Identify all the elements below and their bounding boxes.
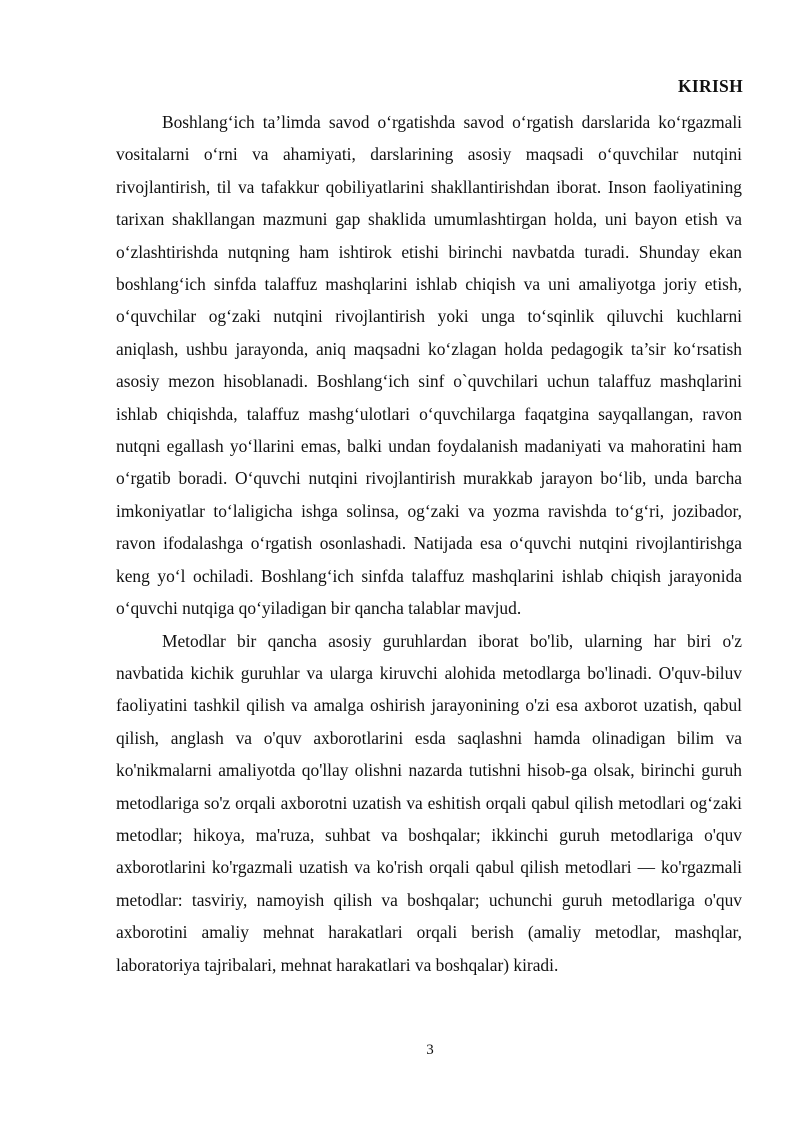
paragraph-2: Metodlar bir qancha asosiy guruhlardan iborat bo'lib, ularning har biri o'z navbatida kichik guruhlar va ularga kiruvchi alohida metodlarga bo'linadi. O'quv-biluv faoliyatini tashkil qilish va amalga oshirish jarayonining o'zi esa axborot uzatish, qabul qilish, anglash va o'quv axborotlarini esda saqlashni hamda olinadigan bilim va ko'nikmalarni amaliyotda qo'llay olishni nazarda tutishni hisob-ga olsak, birinchi guruh metodlariga so'z orqali axborotni uzatish va eshitish orqali qabul qilish metodlari og‘zaki metodlar; hikoya, ma'ruza, suhbat va boshqalar; ikkinchi guruh metodlariga o'quv axborotlarini ko'rgazmali uzatish va ko'rish orqali qabul qilish metodlari — ko'rgazmali metodlar: tasviriy, namoyish qilish va boshqalar; uchunchi guruh metodlariga o'quv axborotini amaliy mehnat harakatlari orqali berish (amaliy metodlar, mashqlar, laboratoriya tajribalari, mehnat harakatlari va boshqalar) kiradi. bbox=[116, 630, 742, 975]
paragraph-1: Boshlang‘ich ta’limda savod o‘rgatishda savod o‘rgatish darslarida ko‘rgazmali vositalarni o‘rni va ahamiyati, darslarining asosiy maqsadi o‘quvchilar nutqini rivojlantirish, til va tafakkur qobiliyatlarini shakllantirishdan iborat. Inson faoliyatining tarixan shakllangan mazmuni gap shaklida umumlashtirgan holda, uni bayon etish va o‘zlashtirishda nutqning ham ishtirok etishi birinchi navbatda turadi. Shunday ekan boshlang‘ich sinfda talaffuz mashqlarini ishlab chiqish va uni amaliyotga joriy etish, o‘quvchilar og‘zaki nutqini rivojlantirish yoki unga to‘sqinlik qiluvchi kuchlarni aniqlash, ushbu jarayonda, aniq maqsadni ko‘zlagan holda pedagogik ta’sir ko‘rsatish asosiy mezon hisoblanadi. Boshlang‘ich sinf o`quvchilari uchun talaffuz mashqlarini ishlab chiqishda, talaffuz mashg‘ulotlari o‘quvchilarga faqatgina sayqallangan, ravon nutqni egallash yo‘llarini emas, balki undan foydalanish madaniyati va mahoratini ham o‘rgatib boradi. O‘quvchi nutqini rivojlantirish murakkab jarayon bo‘lib, unda barcha imkoniyatlar to‘laligicha ishga solinsa, og‘zaki va yozma ravishda to‘g‘ri, jozibador, ravon ifodalashga o‘rgatish osonlashadi. Natijada esa o‘quvchi nutqini rivojlantirishga keng yo‘l ochiladi. Boshlang‘ich sinfda talaffuz mashqlarini ishlab chiqish jarayonida o‘quvchi nutqiga qo‘yiladigan bir qancha talablar mavjud. bbox=[116, 112, 742, 619]
body-text bbox=[116, 106, 742, 981]
section-title: KIRISH bbox=[677, 76, 743, 96]
page-number: 3 bbox=[426, 1042, 434, 1058]
